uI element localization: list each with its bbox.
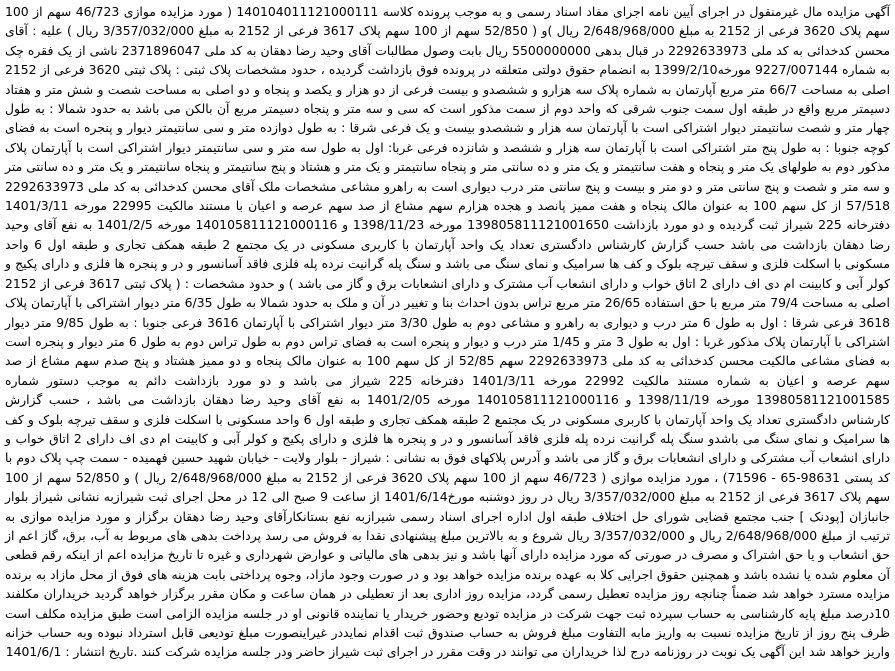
auction-notice-text: آگهی مزایده مال غیرمنقول در اجرای آیین نامه اجرای مفاد اسناد رسمی و به موجب پرونده کلاسه 140104011121000111 ( مورد مزایده موازی 46/723 سهم از 100 سهم پلاک 3620 فرعی از 2152 به مبلغ 2/648/968/000 ریال )و ( 52/850 سهم از 100 سهم پلاک 3617 فرعی از 2152 به مبلغ 3/357/032/000 ریال ) علیه : آقای محسن کدخدائی به کد ملی 2292633973 در قبال بدهی 5500000000 ریال بابت وصول مطالبات آقای وحید رضا دهقان به کد ملی 2371896047 ناشی از یک فقره چک به شماره 9227/007144 مورخه1399/2/10 به انضمام حقوق دولتی متعلقه در پرونده فوق بازداشت گردیده ، حدود مشخصات پلاک ثبتی : پلاک ثبتی 3620 فرعی از 2152 اصلی به مساحت 66/7 متر مربع آپارتمان به شماره پلاک سه هزارو و ششصدو و بیست فرعی از دو هزار و یکصد و پنجاه و دو اصلی به مساحت شصت و شش متر و هفتاد دسیمتر مربع واقع در طبقه اول سمت جنوب شرقی که واحد دوم از سمت مذکور است که سی و سه متر و پنجاه دسیمتر مربع آن بالکن می باشد به حدود شمالا : به طول چهار متر و شصت سانتیمتر دیوار اشتراکی است با آپارتمان سه هزار و ششصدو بیست و یک فرعی شرقا : به طول دوازده متر و سی سانتیمتر دیوار و پنجره است به فضای کوچه جنوبا : به طول پنج متر اشتراکی است با آپارتمان سه هزار و ششصد و شانزده فرعی غربا: اول به طول سه متر و سی سانتیمتر دیوار اشتراکی است با آپارتمان پلاک مذکور دوم به طولهای یک متر و پنجاه و هفت سانتیمتر و یک متر و ده سانتی متر و پنجاه سانتیمتر و یک متر و هشتاد و پنج سانتیمتر و پنجاه سانتیمتر و یک متر و ده سانتی متر و سه متر و شصت و پنج سانتی متر و دو متر و بیست و پنج سانتی متر درب دیواری است به راهرو مشاعی مشخصات ملک آقای محسن کدخدائی به کد ملی 2292633973 57/518 از کل سهم 100 به عنوان مالک پنجاه و هفت ممیز پانصد و هجده هزارم سهم مشاع از صد سهم عرصه و اعیان با مستند مالکیت 22995 مورخه 1401/3/11 دفترخانه 225 شیراز ثبت گردیده و دو مورد بازداشت 139805811121001650 مورخه 1398/11/23 و 140105811121000116 مورخه 1401/2/5 به نفع آقای وحید رضا دهقان بازداشت می باشد حسب گزارش کارشناس دادگستری تعداد یک واحد آپارتمان با کاربری مسکونی در یک مجتمع 2 طبقه همکف تجاری و طبقه اول 6 واحد مسکونی با اسکلت فلزی و سقف تیرچه بلوک و کف ها سرامیک و نمای سنگ می باشد و سنگ پله گرانیت نرده پله فلزی فاقد آسانسور و در و پنجره ها فلزی و دارای پکیج و کولر آبی و کابینت ام دی اف دارای 2 اتاق خواب و دارای انشعاب آب مشترک و دارای انشعابات برق و گاز می باشد ) و حدود مشخصات : ( پلاک ثبتی 3617 فرعی از 2152 اصلی به مساحت 79/4 متر مربع با حق استفاده 26/65 متر مربع تراس بدون احداث بنا و تغییر در آن و ملک به حدود شمالا به طول 6/35 متر دیوار اشتراکی با آپارتمان پلاک 3618 فرعی شرقا : اول به طول 6 متر درب و دیواری به راهرو و مشاعی دوم به طول 3/30 متر دیوار اشتراکی با آپارتمان 3616 فرعی جنوبا : به طول 9/85 متر دیوار اشتراکی با آپارتمان پلاک مذکور غربا : اول به طول 3 متر و 1/45 متر درب و دیوار و پنجره است به فضای تراس دوم به طول تراس دوم به طول 6 متر دیوار و پنجره است به فضای مشاعی مالکیت محسن کدخدائی به کد ملی 2292633973 سهم 52/85 از کل سهم 100 به عنوان مالک پنجاه و دو ممیز هشتاد و پنج صدم سهم مشاع از صد سهم عرصه و اعیان به شماره مستند مالکیت 22992 مورخه 1401/3/11 دفترخانه 225 شیراز می باشد و دو مورد بازداشت دائم به موجب دستور شماره 13980581121001585 مورخه 1398/11/19 و 140105811121000116 مورخه 1401/2/05 به نفع آقای وحید رضا دهقان بازداشت می باشد ، حسب گزارش کارشناس دادگستری تعداد یک واحد آپارتمان با کاربری مسکونی در یک مجتمع 2 طبقه همکف تجاری و طبقه اول 6 واحد مسکونی با اسکلت فلزی و سقف تیرچه بلوک و کف ها سرامیک و نمای سنگ می باشدو سنگ پله گرانیت نرده پله فلزی فاقد آسانسور و در و پنجره ها فلزی و دارای پکیج و کولر آبی و کابینت ام دی اف دارای 2 اتاق خواب و دارای انشعاب آب مشترکی و دارای انشعابات برق و گاز می باشد و آدرس پلاکهای فوق به نشانی : شیراز - بلوار ولایت - خیابان شهید حسین فهمیده - سمت چپ پلاک دوم با کد پستی 98631-65 - 71596) ، مورد مزایده موازی ( 46/723 سهم از 100 سهم پلاک 3620 فرعی از 2152 به مبلغ 2/648/968/000 ریال ) و 52/850 سهم از 100 سهم پلاک 3617 فرعی از 2152 به مبلغ 3/357/032/000 ریال در روز دوشنبه مورخ1401/6/14 از ساعت 9 صبح الی 12 در محل اجرای ثبت شیرازبه نشانی شیراز بلوار جانبازان [پودنک ] جنب مجتمع قضایی شورای حل اختلاف طبقه اول اداره اجرای اسناد رسمی شیرازبه نفع بستانکارآقای وحید رضا دهقان برگزار و مورد مزایده موازی به ترتیب از مبلغ 2/648/968/000 ریال و 3/357/032/000 ریال شروع و به بالاترین مبلغ پیشنهادی نقدا به فروش می رسد پرداخت بدهی های مربوط به آب، برق، گاز اعم از حق انشعاب و یا حق اشتراک و مصرف در صورتی که مورد مزایده دارای آنها باشد و نیز بدهی های مالیاتی و عوارض شهرداری و غیره تا تاریخ مزایده اعم از اینکه رقم قطعی آن معلوم شده یا نشده باشد و همچنین حقوق اجرایی کلا به عهده برنده مزایده خواهد بود و در صورت وجود مازاد، وجوه پرداختی بابت هزینه های فوق از محل مازاد به برنده مزایده مسترد خواهد شد ضمناً چنانچه روز مزایده تعطیل رسمی گردد، مزایده روز اداری بعد از تعطیلی در همان ساعت و مکان مقرر برگزار خواهد گردید خریداران مکلفند 10درصد مبلغ پایه کارشناسی به حساب سپرده ثبت جهت شرکت در مزایده تودیع وحضور خریدار یا نماینده قانونی او در جلسه مزایده الزامی است طبق مزایده مکلف است ظرف پنج روز از تاریخ مزایده نسبت به واریز مابه التفاوت مبلغ فروش به حساب صندوق ثبت اقدام نمایددر غیراینصورت مبلغ تودیعی قابل استرداد نبوده وبه حساب خزانه واریز خواهد شد این آگهی یک نوبت در روزنامه درج لذا خریداران می توانند در وقت مقرر در اجرای ثبت شیراز حاضر ودر جلسه مزایده شرکت کنند .تاریخ انتشار : 1401/6/1 bbox=[5, 4, 891, 660]
